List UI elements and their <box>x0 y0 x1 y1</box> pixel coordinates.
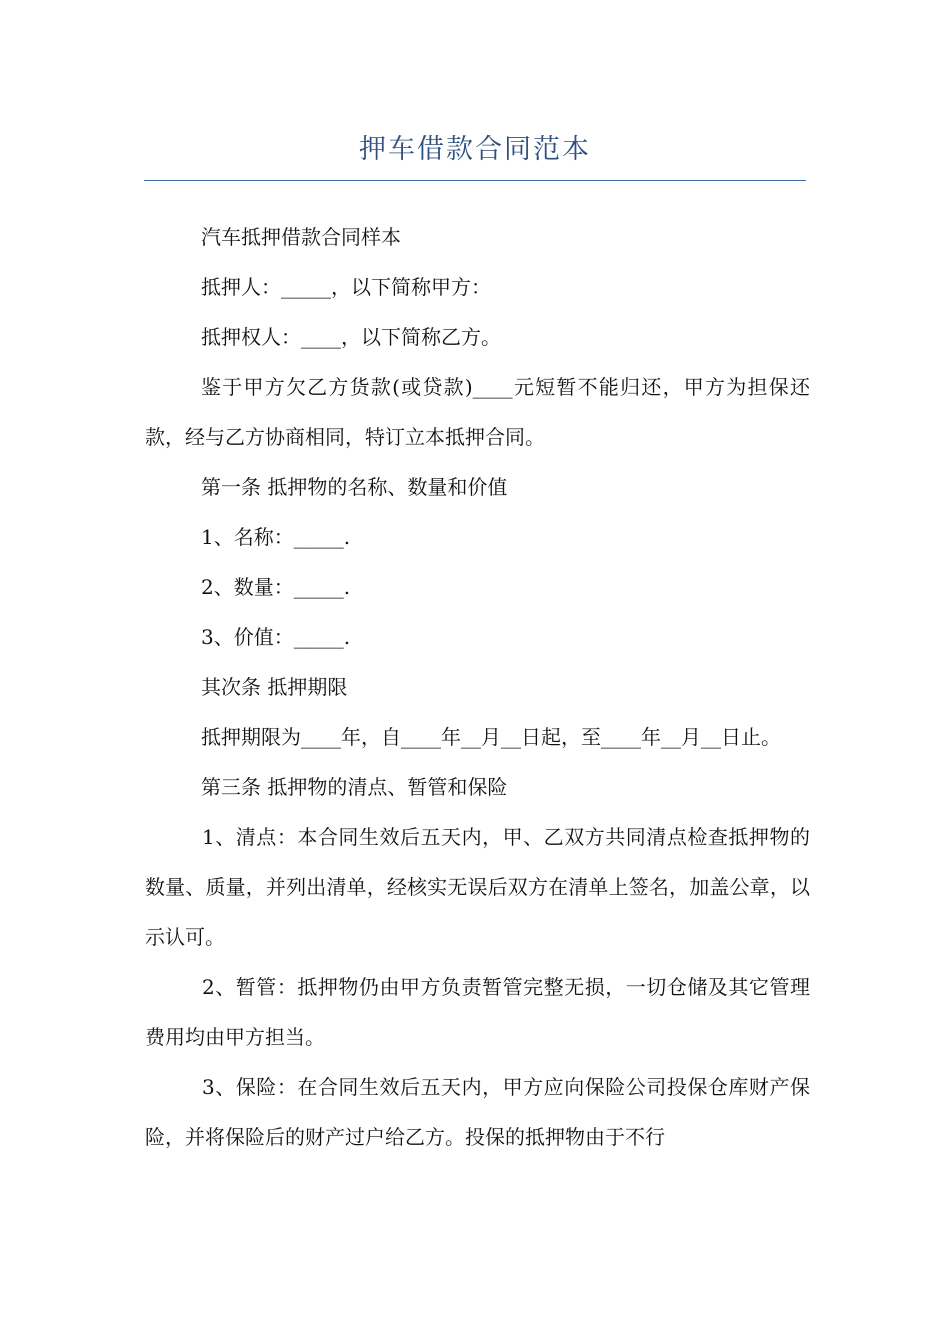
article-3-item-inventory: 1、清点：本合同生效后五天内，甲、乙双方共同清点检查抵押物的数量、质量，并列出清单，经核实无误后双方在清单上签名，加盖公章，以示认可。 <box>145 825 810 949</box>
title-underline <box>144 180 806 181</box>
document-title: 押车借款合同范本 <box>359 134 591 165</box>
article-3-item-custody: 2、暂管：抵押物仍由甲方负责暂管完整无损，一切仓储及其它管理费用均由甲方担当。 <box>145 975 810 1049</box>
paragraph-heading: 汽车抵押借款合同样本 <box>201 225 401 249</box>
article-3-item-insurance: 3、保险：在合同生效后五天内，甲方应向保险公司投保仓库财产保险，并将保险后的财产过户给乙方。投保的抵押物由于不行 <box>145 1075 810 1149</box>
article-3-heading: 第三条 抵押物的清点、暂管和保险 <box>201 775 508 799</box>
paragraph-preamble: 鉴于甲方欠乙方货款(或贷款)____元短暂不能归还，甲方为担保还款，经与乙方协商相同，特订立本抵押合同。 <box>145 375 810 449</box>
article-1-item-value: 3、价值：_____. <box>201 625 351 649</box>
article-2-term: 抵押期限为____年，自____年__月__日起，至____年__月__日止。 <box>201 725 781 749</box>
paragraph-mortgagor: 抵押人：_____，以下简称甲方： <box>201 275 491 299</box>
paragraph-mortgagee: 抵押权人：____，以下简称乙方。 <box>201 325 501 349</box>
document-body <box>145 212 810 1162</box>
article-1-item-quantity: 2、数量：_____. <box>201 575 351 599</box>
article-2-heading: 其次条 抵押期限 <box>201 675 348 699</box>
article-1-item-name: 1、名称：_____. <box>201 525 351 549</box>
article-1-heading: 第一条 抵押物的名称、数量和价值 <box>201 475 508 499</box>
